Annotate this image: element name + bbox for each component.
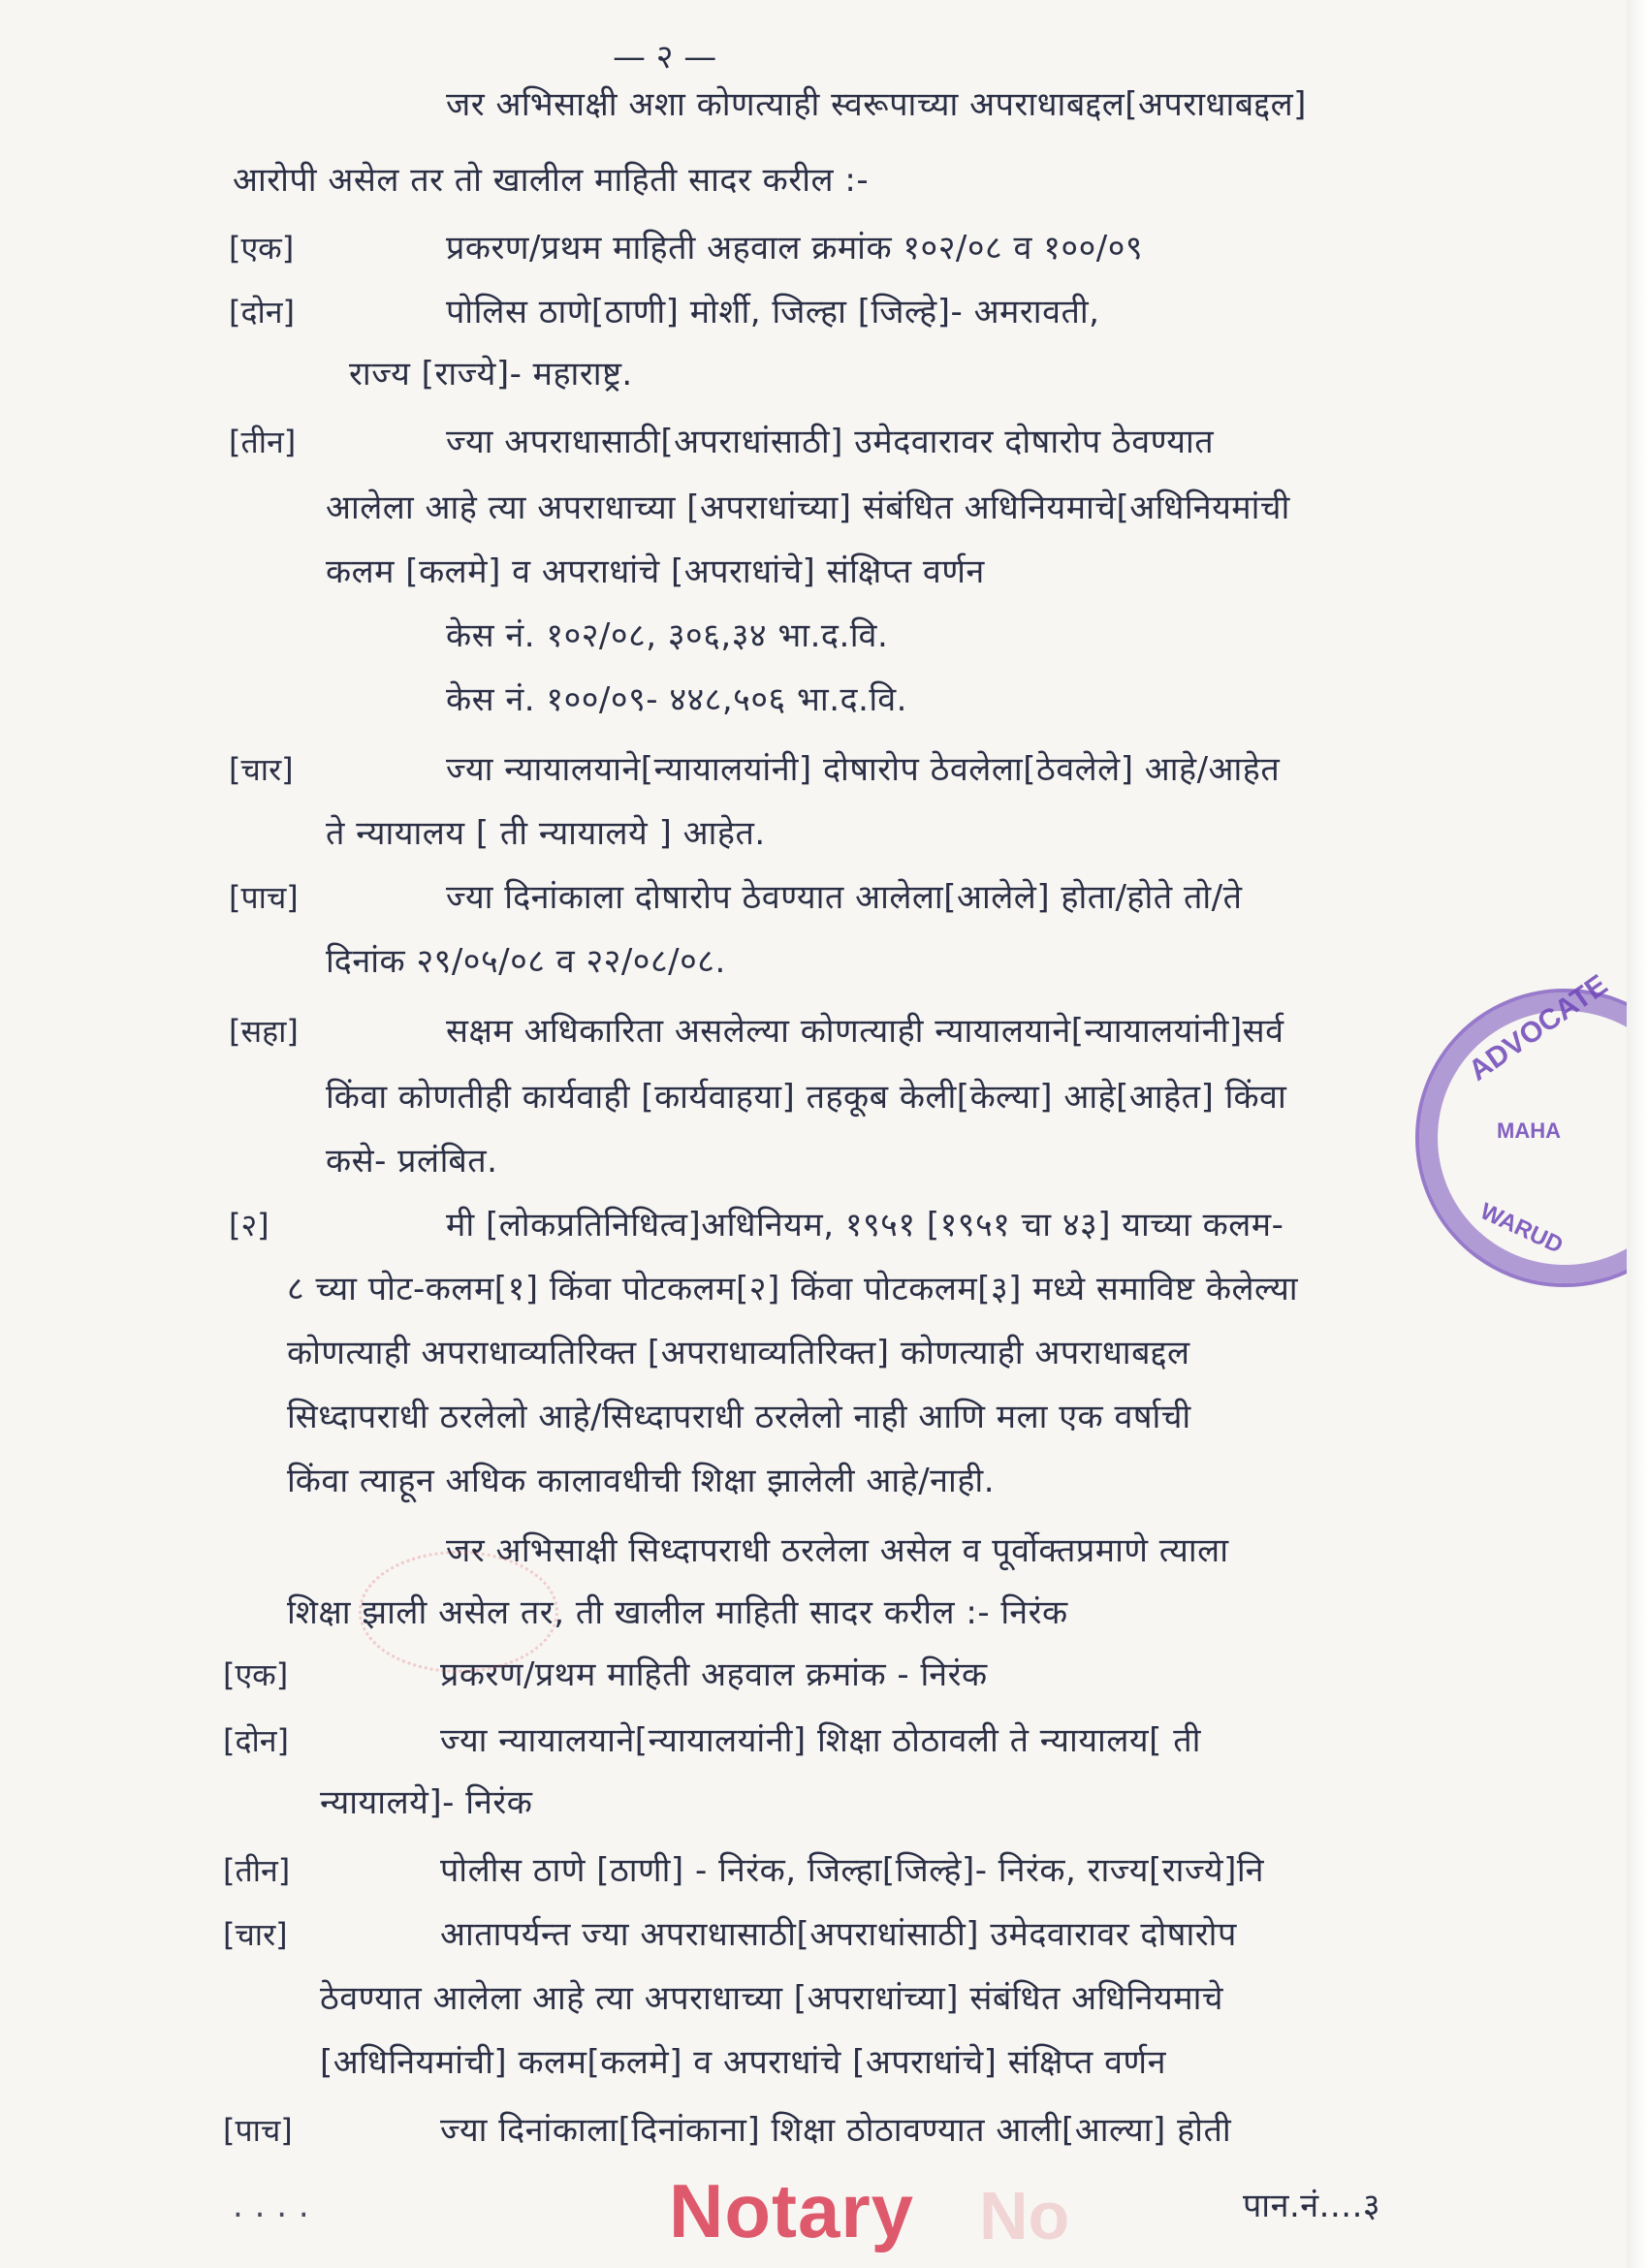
footer-dots: . . . . [233, 2187, 310, 2225]
conviction-line-4: सिध्दापराधी ठरलेलो आहे/सिध्दापराधी ठरलेलो नाही आणि मला एक वर्षाची [287, 1398, 1191, 1436]
conv-court-line-2: न्यायालये]- निरंक [320, 1783, 533, 1822]
red-stamp-mark [359, 1551, 558, 1673]
conv-fir-line: प्रकरण/प्रथम माहिती अहवाल क्रमांक - निरंक [440, 1655, 988, 1694]
offence-line-2: आलेला आहे त्या अपराधाच्या [अपराधांच्या] संबंधित अधिनियमाचे[अधिनियमांची [326, 488, 1290, 527]
intro-line-2: आरोपी असेल तर तो खालील माहिती सादर करील :- [233, 161, 870, 200]
court-line-1: ज्या न्यायालयाने[न्यायालयांनी] दोषारोप ठेवलेला[ठेवलेले] आहे/आहेत [446, 750, 1281, 789]
conviction-line-2: ८ च्या पोट-कलम[१] किंवा पोटकलम[२] किंवा पोटकलम[३] मध्ये समाविष्ट केलेल्या [287, 1270, 1299, 1308]
advocate-seal [1415, 968, 1648, 1287]
conviction-line-3: कोणत्याही अपराधाव्यतिरिक्त [अपराधाव्यतिरिक्त] कोणत्याही अपराधाबद्दल [287, 1334, 1190, 1372]
label-saha: [सहा] [229, 1013, 299, 1050]
conviction-line-5: किंवा त्याहून अधिक कालावधीची शिक्षा झालेली आहे/नाही. [287, 1462, 996, 1500]
label-teen-2: [तीन] [223, 1852, 291, 1889]
next-page-marker: पान.नं....३ [1243, 2187, 1381, 2225]
offence-line-1: ज्या अपराधासाठी[अपराधांसाठी] उमेदवारावर दोषारोप ठेवण्यात [446, 423, 1215, 461]
conv-offence-line-1: आतापर्यन्त ज्या अपराधासाठी[अपराधांसाठी] उमेदवारावर दोषारोप [440, 1915, 1237, 1954]
case-detail-1: केस नं. १०२/०८, ३०६,३४ भा.द.वि. [446, 616, 889, 655]
offence-line-3: कलम [कलमे] व अपराधांचे [अपराधांचे] संक्षिप्त वर्णन [326, 552, 985, 591]
conv-offence-line-3: [अधिनियमांची] कलम[कलमे] व अपराधांचे [अपराधांचे] संक्षिप्त वर्णन [320, 2043, 1166, 2082]
conv-date-line: ज्या दिनांकाला[दिनांकाना] शिक्षा ठोठावण्यात आली[आल्या] होती [440, 2111, 1232, 2150]
proceedings-line-2: किंवा कोणतीही कार्यवाही [कार्यवाहया] तहकूब केली[केल्या] आहे[आहेत] किंवा [326, 1078, 1287, 1117]
conviction-line-1: मी [लोकप्रतिनिधित्व]अधिनियम, १९५१ [१९५१ चा ४३] याच्या कलम- [446, 1206, 1284, 1244]
court-line-2: ते न्यायालय [ ती न्यायालये ] आहेत. [326, 814, 766, 853]
case-fir-number: प्रकरण/प्रथम माहिती अहवाल क्रमांक १०२/०८ व १००/०९ [446, 229, 1144, 268]
convicted-line-1: जर अभिसाक्षी सिध्दापराधी ठरलेला असेल व पूर्वोक्तप्रमाणे त्याला [446, 1531, 1229, 1570]
notary-stamp-ghost: No [979, 2178, 1070, 2253]
label-ek: [एक] [229, 230, 295, 267]
notary-stamp: Notary [669, 2168, 915, 2253]
police-station-line: पोलिस ठाणे[ठाणी] मोर्शी, जिल्हा [जिल्हे]- अमरावती, [446, 293, 1100, 331]
seal-text-bottom: WARUD [1475, 1198, 1568, 1259]
seal-text-middle: MAHA [1497, 1118, 1561, 1143]
proceedings-line-3: कसे- प्रलंबित. [326, 1142, 498, 1181]
date-line-1: ज्या दिनांकाला दोषारोप ठेवण्यात आलेला[आलेले] होता/होते तो/ते [446, 878, 1243, 917]
page-number: — २ — [613, 38, 717, 77]
label-pach-2: [पाच] [223, 2112, 293, 2149]
conv-court-line-1: ज्या न्यायालयाने[न्यायालयांनी] शिक्षा ठोठावली ते न्यायालय[ ती [440, 1721, 1201, 1760]
case-detail-2: केस नं. १००/०९- ४४८,५०६ भा.द.वि. [446, 680, 907, 719]
proceedings-line-1: सक्षम अधिकारिता असलेल्या कोणत्याही न्यायालयाने[न्यायालयांनी]सर्व [446, 1012, 1284, 1051]
label-char-2: [चार] [223, 1916, 288, 1953]
date-line-2: दिनांक २९/०५/०८ व २२/०८/०८. [326, 942, 726, 981]
label-don: [दोन] [229, 294, 296, 331]
label-section-2: [२] [229, 1207, 269, 1244]
convicted-line-2: शिक्षा झाली असेल तर, ती खालील माहिती सादर करील :- निरंक [287, 1593, 1068, 1632]
intro-line-1: जर अभिसाक्षी अशा कोणत्याही स्वरूपाच्या अपराधाबद्दल[अपराधाबद्दल] [446, 85, 1307, 124]
label-pach: [पाच] [229, 879, 299, 916]
conv-police-line: पोलीस ठाणे [ठाणी] - निरंक, जिल्हा[जिल्हे]- निरंक, राज्य[राज्ये]नि [440, 1851, 1265, 1890]
label-char: [चार] [229, 751, 294, 788]
label-ek-2: [एक] [223, 1656, 289, 1693]
label-teen: [तीन] [229, 424, 297, 460]
state-line: राज्य [राज्ये]- महाराष्ट्र. [349, 355, 633, 394]
label-don-2: [दोन] [223, 1722, 290, 1759]
seal-text-top: ADVOCATE [1463, 968, 1614, 1087]
conv-offence-line-2: ठेवण्यात आलेला आहे त्या अपराधाच्या [अपराधांच्या] संबंधित अधिनियमाचे [320, 1979, 1223, 2018]
